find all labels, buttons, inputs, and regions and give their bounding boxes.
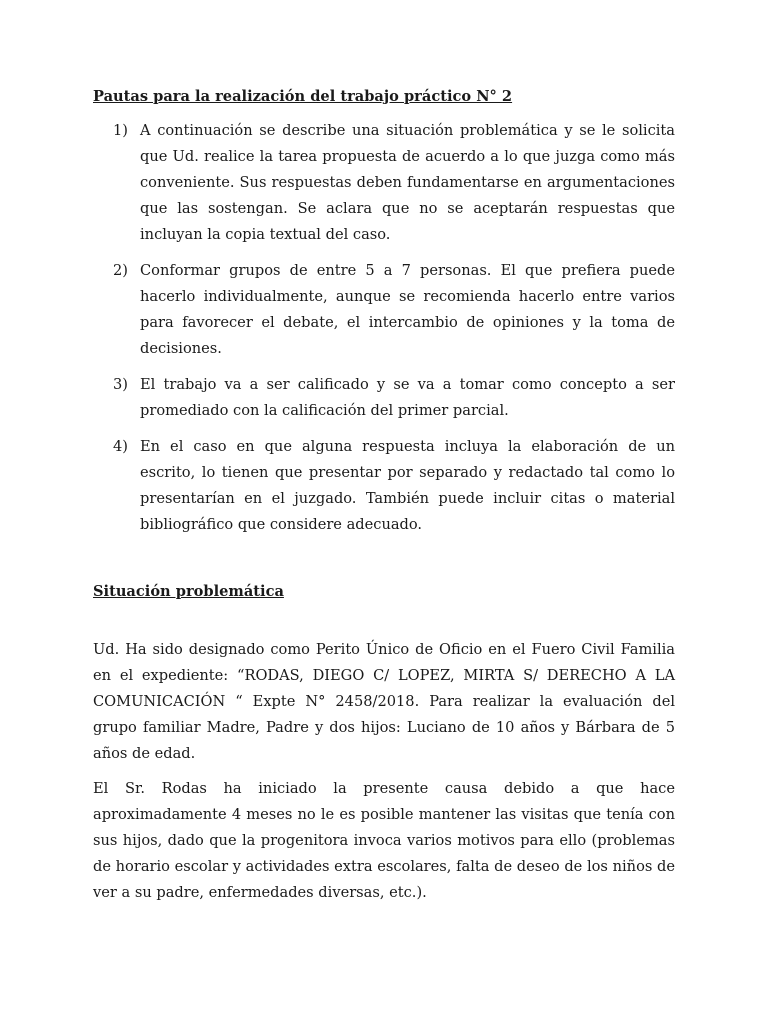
instructions-heading: Pautas para la realización del trabajo práctico N° 2 — [93, 88, 513, 105]
list-item-text: A continuación se describe una situación problemática y se le solicita que Ud. realice la tarea propuesta de acuerdo a lo que juzga como más conveniente. Sus respuestas deben fundamentarse en argumentaciones que las sostengan. Se aclara que no se aceptarán respuestas que incluyan la copia textual del caso. — [140, 122, 675, 243]
list-item — [113, 258, 675, 362]
list-item-text: El trabajo va a ser calificado y se va a tomar como concepto a ser promediado con la calificación del primer parcial. — [140, 376, 675, 419]
list-item-number: 4) — [113, 438, 128, 455]
instructions-list — [113, 118, 675, 538]
list-item-text: En el caso en que alguna respuesta incluya la elaboración de un escrito, lo tienen que presentar por separado y redactado tal como lo presentarían en el juzgado. También puede incluir citas o material bibliográfico que considere adecuado. — [140, 438, 675, 533]
list-item-number: 2) — [113, 262, 128, 279]
list-item — [113, 118, 675, 248]
list-item — [113, 372, 675, 424]
list-item-number: 3) — [113, 376, 128, 393]
list-item-text: Conformar grupos de entre 5 a 7 personas. El que prefiera puede hacerlo individualmente, aunque se recomienda hacerlo entre varios para favorecer el debate, el intercambio de opiniones y la toma de decisiones. — [140, 262, 675, 357]
list-item — [113, 434, 675, 538]
case-paragraph: Ud. Ha sido designado como Perito Único de Oficio en el Fuero Civil Familia en el expediente: “RODAS, DIEGO C/ LOPEZ, MIRTA S/ DERECHO A LA COMUNICACIÓN “ Expte N° 2458/2018. Para realizar la evaluación del grupo familiar Madre, Padre y dos hijos: Luciano de 10 años y Bárbara de 5 años de edad. — [93, 641, 675, 762]
situation-heading: Situación problemática — [93, 583, 284, 600]
case-paragraph: El Sr. Rodas ha iniciado la presente causa debido a que hace aproximadamente 4 meses no le es posible mantener las visitas que tenía con sus hijos, dado que la progenitora invoca varios motivos para ello (problemas de horario escolar y actividades extra escolares, falta de deseo de los niños de ver a su padre, enfermedades diversas, etc.). — [93, 780, 675, 901]
list-item-number: 1) — [113, 122, 128, 139]
